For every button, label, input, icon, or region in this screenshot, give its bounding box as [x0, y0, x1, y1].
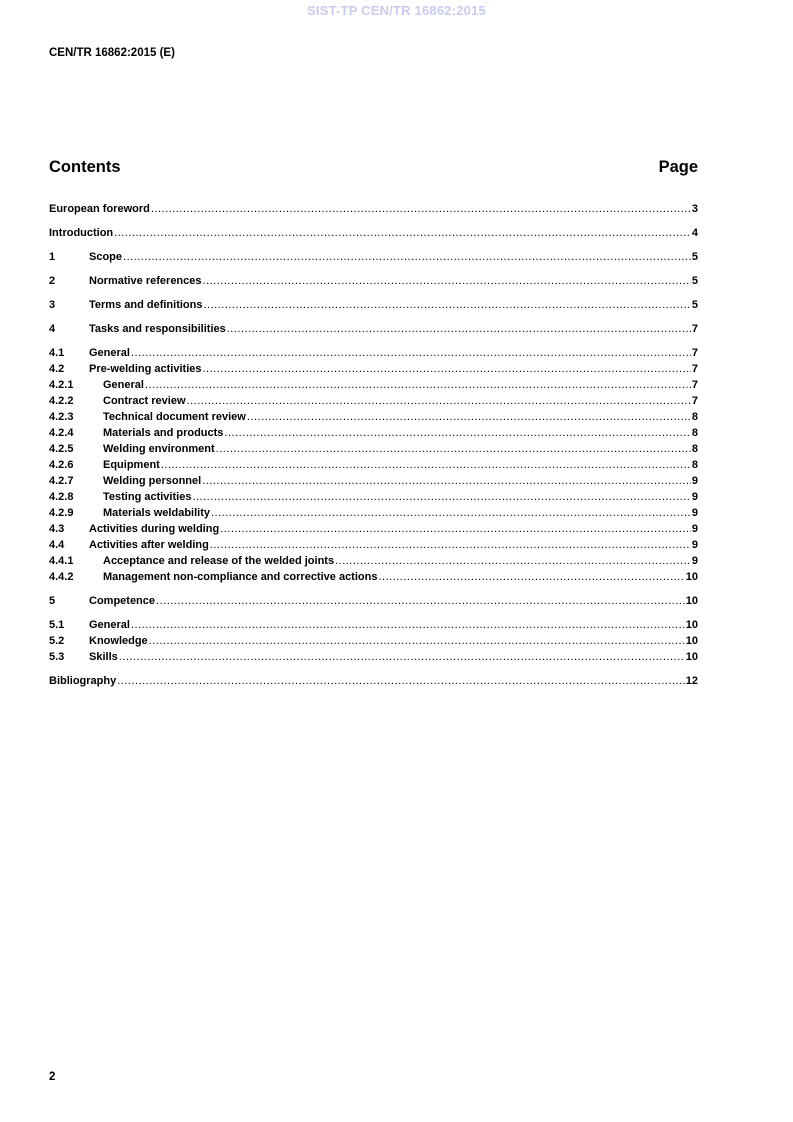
toc-leader-dots — [145, 378, 691, 392]
toc-entry[interactable] — [49, 322, 698, 336]
toc-entry-number: 5.1 — [49, 619, 65, 631]
toc-entry-number: 4.4.2 — [49, 571, 74, 583]
toc-entry-page: 9 — [691, 507, 698, 519]
toc-entry[interactable] — [49, 522, 698, 536]
toc-leader-dots — [335, 554, 691, 568]
toc-entry-title: Welding environment — [103, 443, 215, 455]
toc-entry-title: Activities during welding — [89, 523, 220, 535]
toc-entry-title: Equipment — [103, 459, 160, 471]
toc-entry[interactable] — [49, 570, 698, 584]
toc-entry-title: Testing activities — [103, 491, 192, 503]
toc-entry-page: 5 — [691, 299, 698, 311]
toc-entry-title: Welding personnel — [103, 475, 202, 487]
toc-leader-dots — [378, 570, 684, 584]
toc-entry-title: Management non-compliance and corrective actions — [103, 571, 378, 583]
toc-entry-page: 12 — [685, 675, 698, 687]
toc-leader-dots — [203, 298, 690, 312]
toc-entry-page: 7 — [691, 347, 698, 359]
toc-entry-page: 5 — [691, 275, 698, 287]
toc-entry-page: 9 — [691, 555, 698, 567]
toc-entry[interactable] — [49, 394, 698, 408]
toc-entry-title: Introduction — [49, 227, 114, 239]
toc-entry-page: 9 — [691, 523, 698, 535]
toc-entry[interactable] — [49, 618, 698, 632]
toc-entry[interactable] — [49, 250, 698, 264]
toc-entry[interactable] — [49, 490, 698, 504]
toc-entry-title: Materials weldability — [103, 507, 210, 519]
toc-entry-page: 8 — [691, 443, 698, 455]
toc-entry-page: 7 — [691, 323, 698, 335]
toc-entry-page: 8 — [691, 459, 698, 471]
toc-entry[interactable] — [49, 474, 698, 488]
toc-entry-number: 4.2.1 — [49, 379, 74, 391]
toc-entry-number: 5.2 — [49, 635, 65, 647]
toc-leader-dots — [131, 618, 685, 632]
toc-leader-dots — [131, 346, 691, 360]
toc-entry[interactable] — [49, 594, 698, 608]
toc-entry-number: 4.4.1 — [49, 555, 74, 567]
toc-leader-dots — [151, 202, 691, 216]
toc-entry-title: General — [89, 619, 130, 631]
contents-title: Contents — [49, 158, 121, 176]
toc-entry-title: Terms and definitions — [89, 299, 203, 311]
toc-leader-dots — [247, 410, 691, 424]
toc-entry-number: 4 — [49, 323, 56, 335]
toc-entry-number: 4.3 — [49, 523, 65, 535]
toc-entry-number: 4.2.6 — [49, 459, 74, 471]
toc-entry-title: Scope — [89, 251, 123, 263]
toc-entry-page: 4 — [691, 227, 698, 239]
toc-entry-page: 7 — [691, 379, 698, 391]
toc-entry-number: 4.2.8 — [49, 491, 74, 503]
toc-entry-page: 10 — [685, 595, 698, 607]
toc-entry-title: Bibliography — [49, 675, 117, 687]
watermark: SIST-TP CEN/TR 16862:2015 — [307, 3, 486, 18]
toc-entry[interactable] — [49, 274, 698, 288]
toc-entry-page: 9 — [691, 491, 698, 503]
toc-entry-number: 4.2.3 — [49, 411, 74, 423]
toc-entry-number: 4.4 — [49, 539, 65, 551]
toc-entry-title: Normative references — [89, 275, 202, 287]
toc-entry-number: 4.2.4 — [49, 427, 74, 439]
toc-entry[interactable] — [49, 226, 698, 240]
toc-entry-title: Tasks and responsibilities — [89, 323, 226, 335]
toc-entry-page: 9 — [691, 539, 698, 551]
toc-entry-title: Activities after welding — [89, 539, 209, 551]
toc-leader-dots — [149, 634, 685, 648]
toc-entry-number: 4.2.5 — [49, 443, 74, 455]
toc-entry-page: 7 — [691, 395, 698, 407]
toc-entry-page: 10 — [685, 651, 698, 663]
toc-entry-title: Competence — [89, 595, 156, 607]
toc-entry-title: Contract review — [103, 395, 186, 407]
toc-entry-number: 4.2.7 — [49, 475, 74, 487]
toc-entry-number: 1 — [49, 251, 56, 263]
toc-entry[interactable] — [49, 634, 698, 648]
toc-entry-page: 8 — [691, 427, 698, 439]
toc-leader-dots — [227, 322, 691, 336]
toc-entry[interactable] — [49, 202, 698, 216]
toc-entry-page: 9 — [691, 475, 698, 487]
toc-leader-dots — [216, 442, 691, 456]
toc-entry[interactable] — [49, 650, 698, 664]
page-column-label: Page — [658, 158, 698, 176]
toc-entry-title: General — [103, 379, 144, 391]
toc-entry[interactable] — [49, 378, 698, 392]
toc-leader-dots — [192, 490, 690, 504]
toc-entry-title: General — [89, 347, 130, 359]
toc-leader-dots — [123, 250, 691, 264]
toc-entry-page: 10 — [685, 571, 698, 583]
toc-entry-number: 4.1 — [49, 347, 65, 359]
toc-entry-page: 3 — [691, 203, 698, 215]
toc-entry[interactable] — [49, 506, 698, 520]
toc-leader-dots — [202, 362, 690, 376]
toc-entry-title: European foreword — [49, 203, 150, 215]
toc-leader-dots — [117, 674, 685, 688]
toc-entry[interactable] — [49, 538, 698, 552]
toc-leader-dots — [203, 274, 691, 288]
toc-leader-dots — [161, 458, 691, 472]
toc-leader-dots — [202, 474, 691, 488]
toc-entry[interactable] — [49, 554, 698, 568]
toc-leader-dots — [119, 650, 685, 664]
toc-entry-title: Materials and products — [103, 427, 224, 439]
toc-entry-number: 5 — [49, 595, 56, 607]
toc-entry[interactable] — [49, 298, 698, 312]
toc-entry-page: 10 — [685, 635, 698, 647]
toc-entry-number: 5.3 — [49, 651, 65, 663]
toc-entry-title: Knowledge — [89, 635, 148, 647]
toc-entry-number: 4.2.9 — [49, 507, 74, 519]
toc-leader-dots — [220, 522, 691, 536]
contents-heading-row — [49, 158, 698, 177]
toc-entry-title: Technical document review — [103, 411, 246, 423]
toc-leader-dots — [156, 594, 685, 608]
toc-entry[interactable] — [49, 458, 698, 472]
toc-entry[interactable] — [49, 362, 698, 376]
toc-entry[interactable] — [49, 426, 698, 440]
toc-entry-title: Skills — [89, 651, 118, 663]
toc-entry[interactable] — [49, 346, 698, 360]
toc-entry-number: 3 — [49, 299, 56, 311]
toc-entry-title: Acceptance and release of the welded joints — [103, 555, 335, 567]
toc-leader-dots — [224, 426, 690, 440]
toc-entry[interactable] — [49, 674, 698, 688]
toc-entry[interactable] — [49, 442, 698, 456]
toc-entry-page: 8 — [691, 411, 698, 423]
toc-entry-number: 4.2 — [49, 363, 65, 375]
toc-leader-dots — [114, 226, 691, 240]
toc-entry-number: 2 — [49, 275, 56, 287]
footer-page-number: 2 — [49, 1071, 56, 1083]
document-header: CEN/TR 16862:2015 (E) — [49, 47, 175, 59]
toc-leader-dots — [211, 506, 691, 520]
toc-leader-dots — [210, 538, 691, 552]
toc-entry[interactable] — [49, 410, 698, 424]
toc-entry-title: Pre-welding activities — [89, 363, 202, 375]
toc-entry-page: 10 — [685, 619, 698, 631]
toc-entry-page: 7 — [691, 363, 698, 375]
toc-entry-number: 4.2.2 — [49, 395, 74, 407]
toc-entry-page: 5 — [691, 251, 698, 263]
toc-leader-dots — [187, 394, 691, 408]
